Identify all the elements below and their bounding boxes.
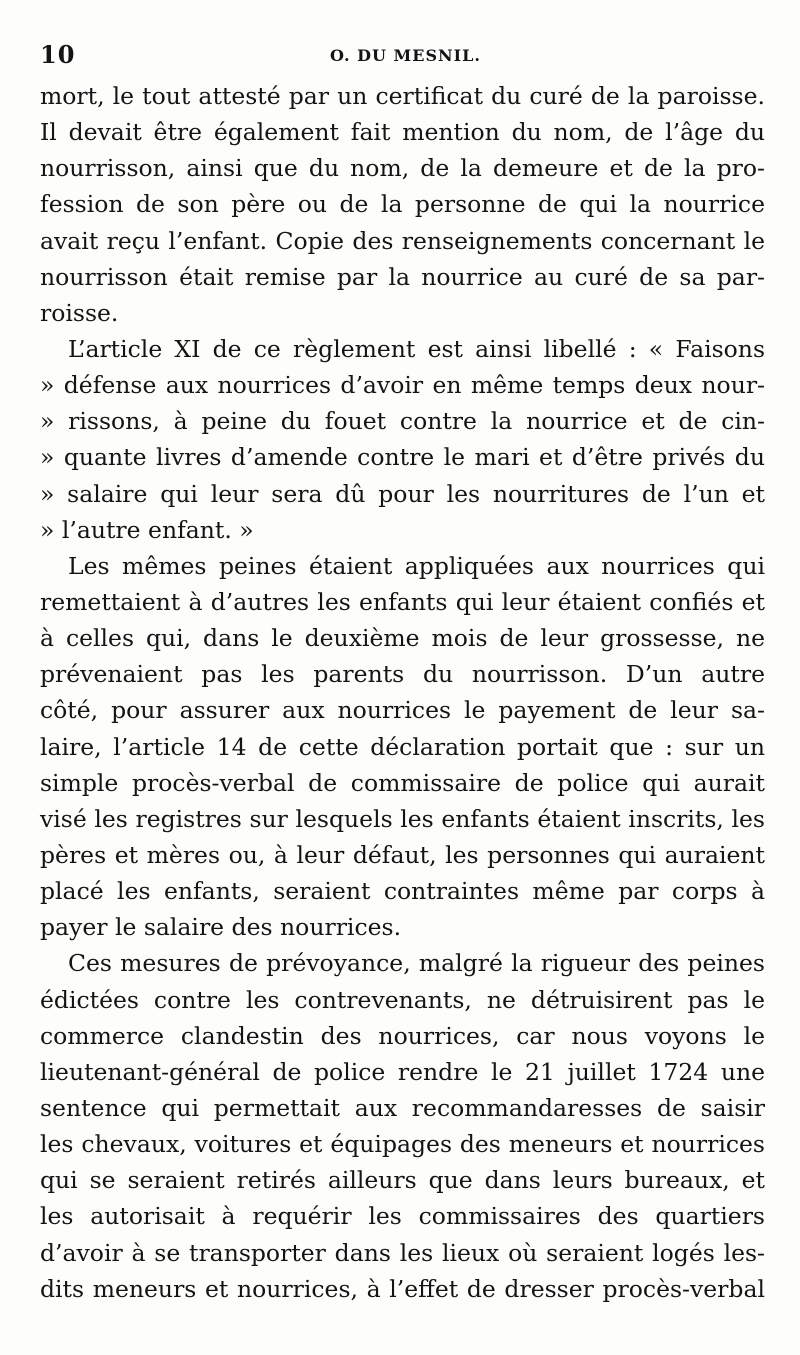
text-line: côté, pour assurer aux nourrices le payement de leur sa-	[40, 696, 765, 725]
text-line: les autorisait à requérir les commissaires des quartiers	[40, 1202, 765, 1231]
text-line: visé les registres sur lesquels les enfants étaient inscrits, les	[40, 804, 765, 833]
text-line: placé les enfants, seraient contraintes même par corps à	[40, 877, 765, 906]
text-line: mort, le tout attesté par un certificat du curé de la paroisse.	[40, 82, 765, 110]
text-line: » défense aux nourrices d’avoir en même temps deux nour-	[40, 371, 765, 400]
text-line: lieutenant-général de police rendre le 21 juillet 1724 une	[40, 1057, 765, 1086]
text-line: à celles qui, dans le deuxième mois de leur grossesse, ne	[40, 624, 765, 653]
text-line: fession de son père ou de la personne de qui la nourrice	[40, 190, 765, 219]
text-line: pères et mères ou, à leur défaut, les personnes qui auraient	[40, 840, 765, 869]
text-line: » quante livres d’amende contre le mari et d’être privés du	[40, 443, 765, 472]
text-line: simple procès-verbal de commissaire de police qui aurait	[40, 768, 765, 797]
text-line: remettaient à d’autres les enfants qui leur étaient confiés et	[40, 587, 765, 616]
text-line: prévenaient pas les parents du nourrisson. D’un autre	[40, 660, 765, 689]
text-line: L’article XI de ce règlement est ainsi libellé : « Faisons	[68, 334, 765, 363]
text-line: » l’autre enfant. »	[40, 515, 254, 544]
text-line: Il devait être également fait mention du nom, de l’âge du	[40, 118, 765, 147]
text-line: nourrisson, ainsi que du nom, de la demeure et de la pro-	[40, 154, 765, 183]
text-line: avait reçu l’enfant. Copie des renseignements concernant le	[40, 226, 765, 255]
text-line: sentence qui permettait aux recommandaresses de saisir	[40, 1093, 765, 1122]
text-line: Les mêmes peines étaient appliquées aux nourrices qui	[68, 551, 765, 580]
text-line: dits meneurs et nourrices, à l’effet de dresser procès-verbal	[40, 1274, 765, 1303]
page-number: 10	[40, 40, 76, 69]
text-line: roisse.	[40, 298, 119, 327]
running-head: O. DU MESNIL.	[330, 46, 481, 65]
text-line: » rissons, à peine du fouet contre la nourrice et de cin-	[40, 407, 765, 436]
page-header	[40, 40, 765, 74]
text-line: qui se seraient retirés ailleurs que dans leurs bureaux, et	[40, 1166, 765, 1195]
text-line: Ces mesures de prévoyance, malgré la rigueur des peines	[68, 949, 765, 978]
text-line: édictées contre les contrevenants, ne détruisirent pas le	[40, 985, 765, 1014]
text-line: les chevaux, voitures et équipages des meneurs et nourrices	[40, 1130, 765, 1159]
text-line: nourrisson était remise par la nourrice au curé de sa par-	[40, 262, 765, 291]
text-line: laire, l’article 14 de cette déclaration portait que : sur un	[40, 732, 765, 761]
text-line: d’avoir à se transporter dans les lieux où seraient logés les-	[40, 1238, 765, 1267]
text-line: » salaire qui leur sera dû pour les nourritures de l’un et	[40, 479, 765, 508]
body-text	[40, 78, 765, 1307]
text-line: commerce clandestin des nourrices, car nous voyons le	[40, 1021, 765, 1050]
text-line: payer le salaire des nourrices.	[40, 913, 402, 942]
